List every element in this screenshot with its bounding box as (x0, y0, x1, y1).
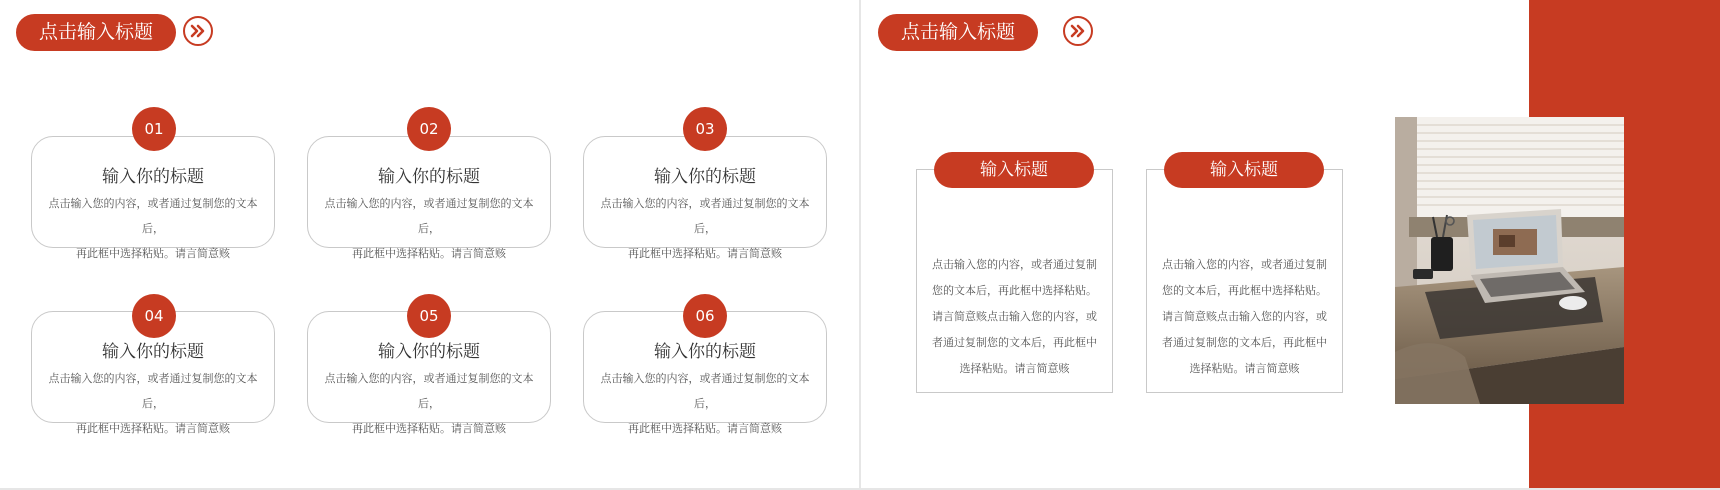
box-desc-line: 您的文本后，再此框中选择粘贴。 (932, 284, 1097, 297)
card-title: 输入你的标题 (102, 342, 204, 362)
card-desc-line: 点击输入您的内容，或者通过复制您的文本后， (48, 372, 258, 410)
box-desc-line: 请言简意赅点击输入您的内容，或 (1162, 310, 1327, 323)
number-badge: 03 (683, 107, 727, 151)
card-desc-line: 再此框中选择粘贴。请言简意赅 (352, 422, 506, 435)
card-desc-line: 点击输入您的内容，或者通过复制您的文本后， (324, 197, 534, 235)
slide-title[interactable]: 点击输入标题 (16, 14, 176, 51)
card-desc-line: 点击输入您的内容，或者通过复制您的文本后， (324, 372, 534, 410)
card-desc-line: 点击输入您的内容，或者通过复制您的文本后， (48, 197, 258, 235)
card-title: 输入你的标题 (378, 167, 480, 187)
box-desc-line: 点击输入您的内容，或者通过复制 (1162, 258, 1327, 271)
number-badge: 04 (132, 294, 176, 338)
box-desc-line: 选择粘贴。请言简意赅 (959, 362, 1070, 375)
card-desc-line: 再此框中选择粘贴。请言简意赅 (76, 247, 230, 260)
laptop-desk-photo (1395, 117, 1624, 404)
card-desc-line: 再此框中选择粘贴。请言简意赅 (628, 422, 782, 435)
card-title: 输入你的标题 (102, 167, 204, 187)
left-slide (0, 0, 859, 490)
card-desc-line: 再此框中选择粘贴。请言简意赅 (628, 247, 782, 260)
number-badge: 06 (683, 294, 727, 338)
card-description (590, 366, 820, 441)
card-desc-line: 点击输入您的内容，或者通过复制您的文本后， (600, 372, 810, 410)
number-badge: 01 (132, 107, 176, 151)
double-chevron-right-icon[interactable] (1063, 16, 1093, 46)
box-desc-line: 点击输入您的内容，或者通过复制 (932, 258, 1097, 271)
card-title: 输入你的标题 (654, 342, 756, 362)
double-chevron-right-icon (1070, 24, 1086, 38)
card-description (314, 191, 544, 266)
card-title: 输入你的标题 (378, 342, 480, 362)
box-description (929, 252, 1100, 382)
box-desc-line: 选择粘贴。请言简意赅 (1189, 362, 1300, 375)
right-slide (861, 0, 1720, 490)
card-desc-line: 再此框中选择粘贴。请言简意赅 (76, 422, 230, 435)
text-box-1[interactable] (916, 169, 1113, 393)
slide-title[interactable]: 点击输入标题 (878, 14, 1038, 51)
content-card-3[interactable] (583, 136, 827, 260)
box-desc-line: 您的文本后，再此框中选择粘贴。 (1162, 284, 1327, 297)
box-title: 输入标题 (934, 152, 1094, 188)
box-description (1159, 252, 1330, 382)
card-description (590, 191, 820, 266)
card-desc-line: 点击输入您的内容，或者通过复制您的文本后， (600, 197, 810, 235)
card-description (38, 191, 268, 266)
card-description (38, 366, 268, 441)
content-card-1[interactable] (31, 136, 275, 260)
box-title: 输入标题 (1164, 152, 1324, 188)
number-badge: 05 (407, 294, 451, 338)
number-badge: 02 (407, 107, 451, 151)
card-title: 输入你的标题 (654, 167, 756, 187)
laptop-desk-photo (1395, 117, 1624, 404)
box-desc-line: 者通过复制您的文本后，再此框中 (1162, 336, 1327, 349)
card-description (314, 366, 544, 441)
box-desc-line: 请言简意赅点击输入您的内容，或 (932, 310, 1097, 323)
box-desc-line: 者通过复制您的文本后，再此框中 (932, 336, 1097, 349)
double-chevron-right-icon (190, 24, 206, 38)
double-chevron-right-icon[interactable] (183, 16, 213, 46)
content-card-2[interactable] (307, 136, 551, 260)
text-box-2[interactable] (1146, 169, 1343, 393)
card-desc-line: 再此框中选择粘贴。请言简意赅 (352, 247, 506, 260)
